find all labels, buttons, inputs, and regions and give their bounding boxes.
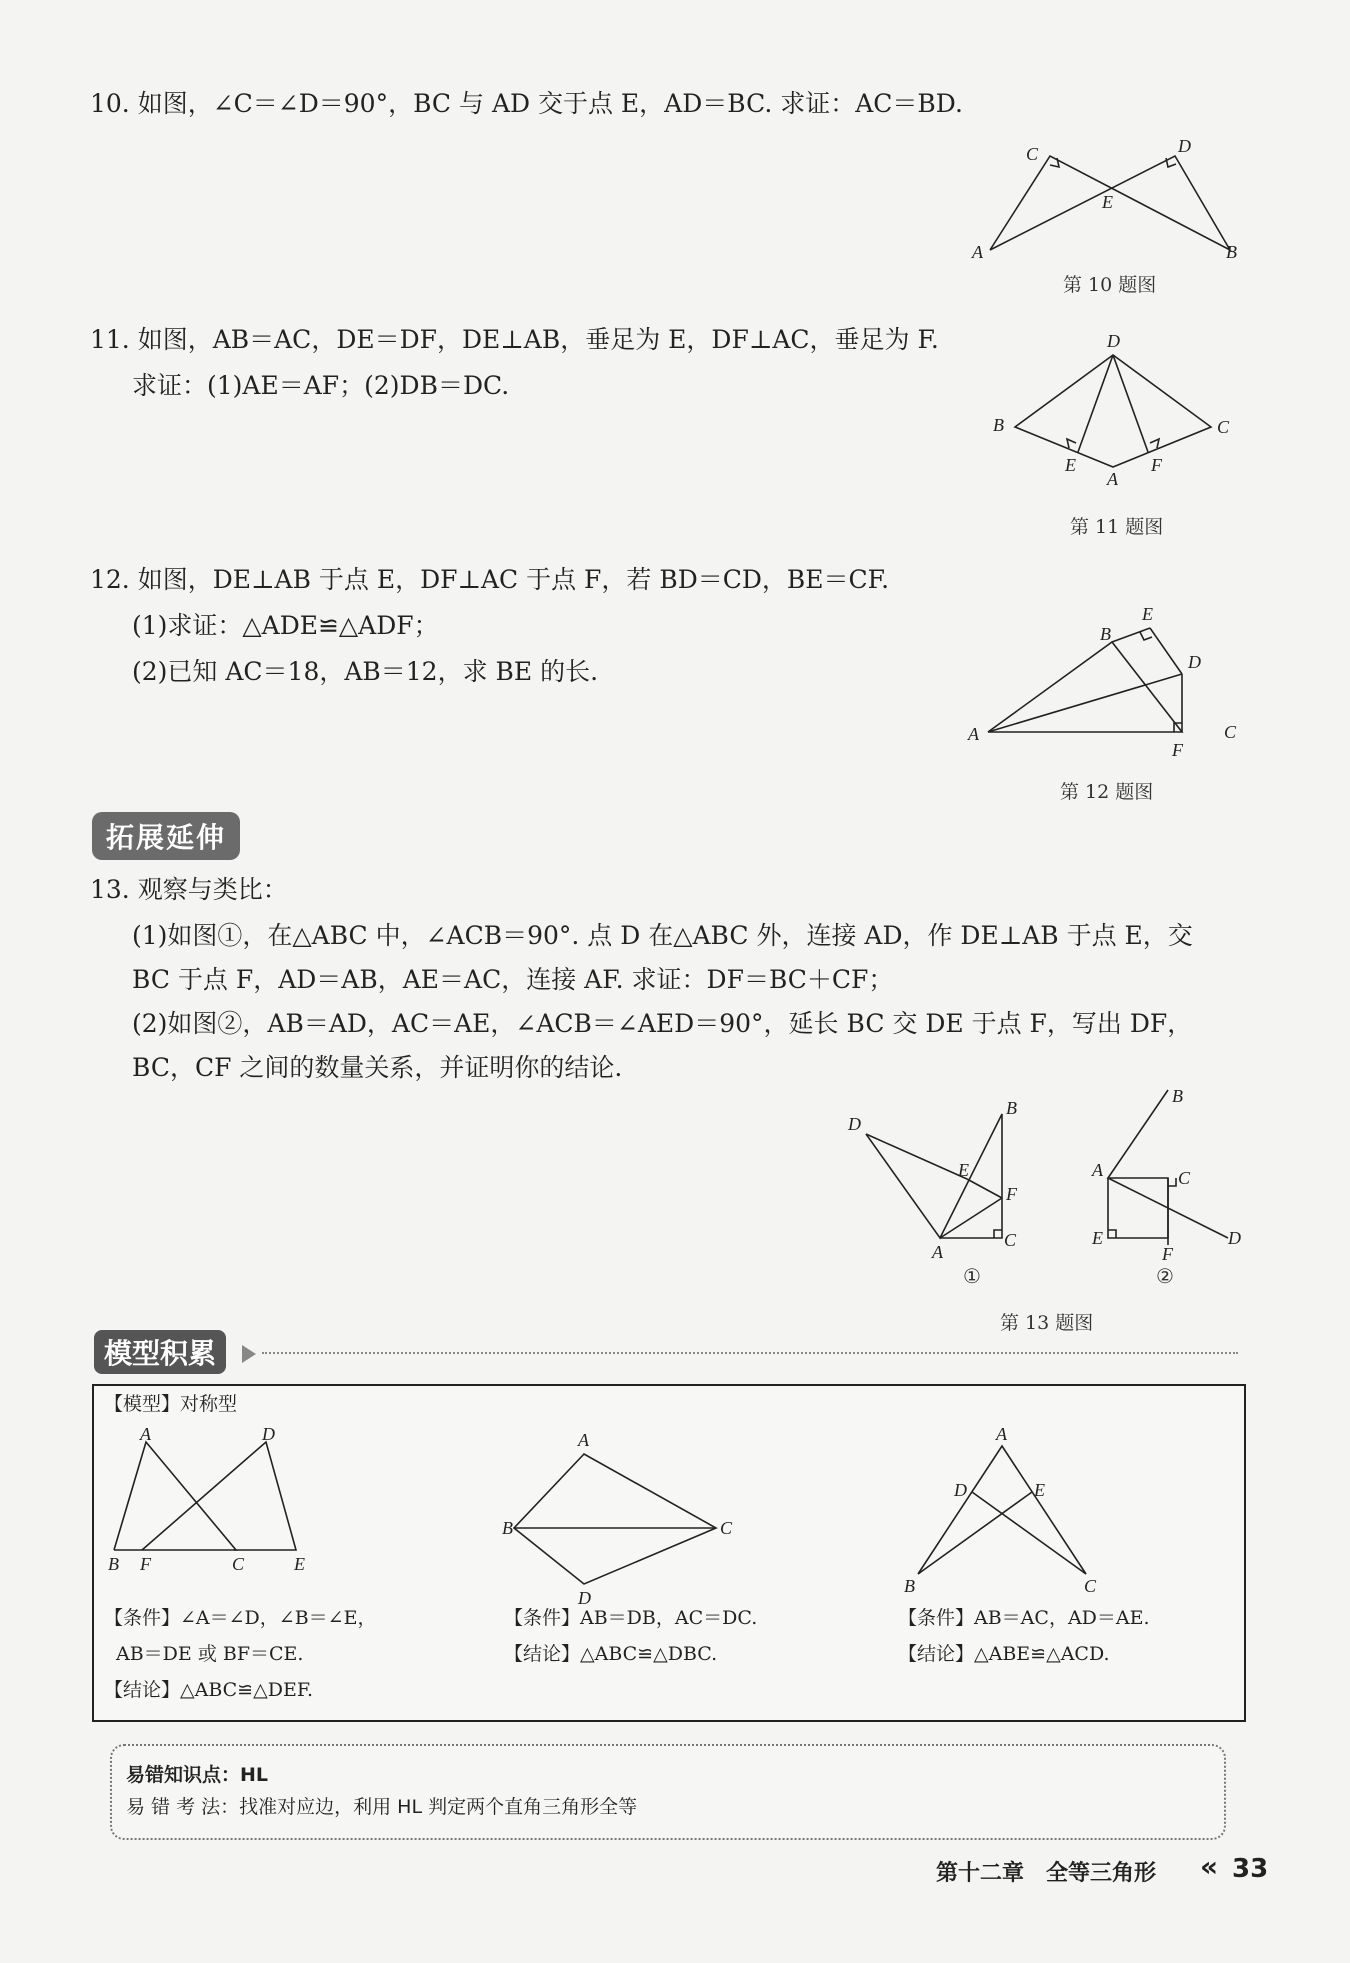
fig13-1-label: ① [963, 1264, 981, 1288]
question-13-line5: BC，CF 之间的数量关系，并证明你的结论. [132, 1053, 623, 1082]
figure-q11 [985, 325, 1245, 495]
model-title: 【模型】对称型 [104, 1393, 238, 1415]
svg-text:D: D [954, 1480, 967, 1500]
footer-arrow-icon: « [1200, 1850, 1219, 1883]
caption-q11: 第 11 题图 [1070, 516, 1164, 538]
model-1-condition: 【条件】∠A＝∠D，∠B＝∠E， [104, 1607, 377, 1629]
model-figure-3 [904, 1424, 1124, 1600]
svg-text:A: A [140, 1424, 151, 1444]
question-12-line2: (1)求证：△ADE≌△ADF； [132, 611, 439, 640]
svg-text:D: D [848, 1114, 861, 1134]
svg-text:E: E [294, 1554, 305, 1574]
model-3-conclusion: 【结论】△ABE≌△ACD. [898, 1643, 1110, 1665]
svg-text:C: C [1224, 722, 1237, 742]
caption-q13: 第 13 题图 [1000, 1312, 1094, 1334]
section-model-banner: 模型积累 [94, 1330, 226, 1374]
question-12-line1: 12. 如图，DE⊥AB 于点 E，DF⊥AC 于点 F，若 BD＝CD，BE＝CF. [90, 565, 890, 594]
page-number: 33 [1232, 1854, 1269, 1884]
svg-text:F: F [1151, 455, 1162, 475]
svg-text:C: C [1178, 1168, 1191, 1188]
svg-text:F: F [1162, 1244, 1173, 1264]
tips-box [110, 1744, 1226, 1840]
svg-text:E: E [1065, 455, 1076, 475]
section-extend-banner: 拓展延伸 [92, 812, 240, 860]
svg-text:B: B [1172, 1086, 1183, 1106]
svg-text:A: A [1107, 469, 1118, 489]
question-10: 10. 如图，∠C＝∠D＝90°，BC 与 AD 交于点 E，AD＝BC. 求证：AC＝BD. [90, 89, 963, 118]
svg-text:B: B [1006, 1098, 1017, 1118]
model-1-condition-2: AB＝DE 或 BF＝CE. [116, 1643, 304, 1665]
svg-text:D: D [1228, 1228, 1241, 1248]
question-11-line1: 11. 如图，AB＝AC，DE＝DF，DE⊥AB，垂足为 E，DF⊥AC，垂足为 F. [90, 325, 939, 354]
question-13-line3: BC 于点 F，AD＝AB，AE＝AC，连接 AF. 求证：DF＝BC＋CF； [132, 965, 894, 994]
svg-text:D: D [1178, 136, 1191, 156]
question-13-line1: 13. 观察与类比： [90, 875, 288, 904]
svg-text:A: A [932, 1242, 943, 1262]
svg-text:F: F [1006, 1184, 1017, 1204]
caption-q10: 第 10 题图 [1063, 274, 1157, 296]
figure-q10 [970, 130, 1260, 265]
svg-text:B: B [904, 1576, 915, 1596]
section-model-arrow-icon [242, 1345, 256, 1363]
svg-text:C: C [1026, 144, 1039, 164]
tips-knowledge-point: 易错知识点：HL [126, 1764, 269, 1786]
svg-text:D: D [1188, 652, 1201, 672]
svg-text:A: A [968, 724, 979, 744]
svg-text:E: E [1092, 1228, 1103, 1248]
model-3-condition: 【条件】AB＝AC，AD＝AE. [898, 1607, 1150, 1629]
svg-text:A: A [972, 242, 983, 262]
svg-text:F: F [1172, 740, 1183, 760]
figure-q12 [960, 592, 1250, 762]
svg-text:C: C [1004, 1230, 1017, 1250]
model-2-condition: 【条件】AB＝DB，AC＝DC. [504, 1607, 758, 1629]
question-13-line4: (2)如图②，AB＝AD，AC＝AE，∠ACB＝∠AED＝90°，延长 BC 交 DE 于点 F，写出 DF， [132, 1009, 1193, 1038]
svg-text:E: E [1034, 1480, 1045, 1500]
question-12-line3: (2)已知 AC＝18，AB＝12，求 BE 的长. [132, 657, 599, 686]
question-13-line2: (1)如图①，在△ABC 中，∠ACB＝90°. 点 D 在△ABC 外，连接 AD，作 DE⊥AB 于点 E，交 [132, 921, 1193, 950]
svg-text:F: F [140, 1554, 151, 1574]
svg-text:B: B [1100, 624, 1111, 644]
svg-text:B: B [993, 415, 1004, 435]
model-figure-1 [104, 1424, 354, 1574]
svg-text:D: D [578, 1588, 591, 1608]
model-1-conclusion: 【结论】△ABC≌△DEF. [104, 1679, 314, 1701]
svg-text:C: C [720, 1518, 733, 1538]
footer-chapter: 第十二章 全等三角形 [936, 1861, 1157, 1886]
svg-text:D: D [262, 1424, 275, 1444]
svg-text:B: B [108, 1554, 119, 1574]
section-model-divider [262, 1352, 1238, 1354]
question-11-line2: 求证：(1)AE＝AF；(2)DB＝DC. [132, 371, 510, 400]
svg-text:B: B [502, 1518, 513, 1538]
svg-text:C: C [1217, 417, 1230, 437]
svg-text:C: C [1084, 1576, 1097, 1596]
model-figure-2 [502, 1430, 764, 1608]
model-2-conclusion: 【结论】△ABC≌△DBC. [504, 1643, 718, 1665]
svg-text:C: C [232, 1554, 245, 1574]
model-box [92, 1384, 1246, 1722]
caption-q12: 第 12 题图 [1060, 781, 1154, 803]
svg-text:A: A [1092, 1160, 1103, 1180]
svg-text:E: E [1102, 192, 1113, 212]
svg-text:A: A [578, 1430, 589, 1450]
svg-text:B: B [1226, 242, 1237, 262]
tips-method: 易 错 考 法：找准对应边，利用 HL 判定两个直角三角形全等 [126, 1796, 638, 1818]
figure-q13 [840, 1086, 1260, 1300]
svg-text:E: E [1142, 604, 1153, 624]
fig13-2-label: ② [1156, 1264, 1174, 1288]
svg-text:D: D [1107, 331, 1120, 351]
svg-text:A: A [996, 1424, 1007, 1444]
svg-text:E: E [958, 1160, 969, 1180]
